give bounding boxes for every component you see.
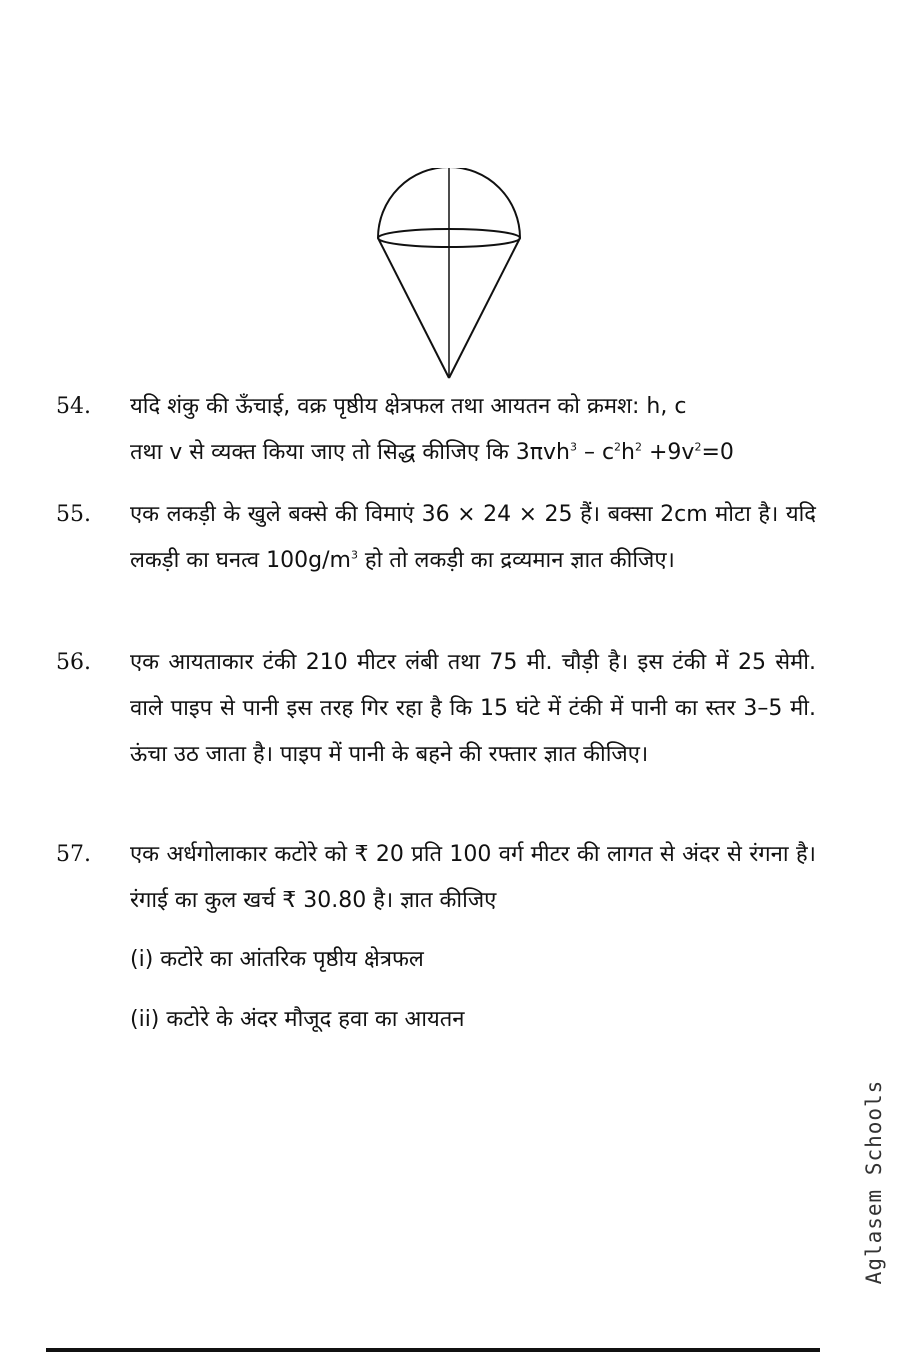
watermark: Aglasem Schools [862, 1079, 886, 1285]
question-text: एक अर्धगोलाकार कटोरे को ₹ 20 प्रति 100 वर्ग मीटर की लागत से अंदर से रंगना है। रंगाई का कुल खर्च ₹ 30.80 है। ज्ञात कीजिए [130, 842, 816, 913]
question-57 [56, 832, 816, 924]
subpart-i: (i) कटोरे का आंतरिक पृष्ठीय क्षेत्रफल [130, 947, 424, 972]
question-56 [56, 640, 816, 778]
question-line: यदि शंकु की ऊँचाई, वक्र पृष्ठीय क्षेत्रफल तथा आयतन को क्रमश: h, c [130, 394, 687, 419]
bottom-rule [46, 1348, 820, 1352]
question-number: 55. [56, 502, 91, 527]
question-number: 56. [56, 650, 91, 675]
cone-left-edge [378, 238, 449, 378]
hemisphere-on-cone-figure [372, 168, 526, 382]
question-text: एक लकड़ी के खुले बक्से की विमाएं 36 × 24 × 25 हैं। बक्सा 2cm मोटा है। यदि लकड़ी का घनत्व $100g/m^3$ हो तो लकड़ी का द्रव्यमान ज्ञात कीजिए। [130, 502, 816, 573]
question-number: 54. [56, 394, 91, 419]
question-54 [56, 384, 816, 476]
question-55 [56, 492, 816, 584]
question-text: एक आयताकार टंकी 210 मीटर लंबी तथा 75 मी. चौड़ी है। इस टंकी में 25 सेमी. वाले पाइप से पानी इस तरह गिर रहा है कि 15 घंटे में टंकी में पानी का स्तर 3–5 मी. ऊंचा उठ जाता है। पाइप में पानी के बहने की रफ्तार ज्ञात कीजिए। [130, 650, 816, 767]
question-number: 57. [56, 842, 91, 867]
question-text [130, 384, 816, 476]
cone-right-edge [449, 238, 520, 378]
subpart-ii: (ii) कटोरे के अंदर मौजूद हवा का आयतन [130, 1007, 465, 1032]
question-line: तथा v से व्यक्त किया जाए तो सिद्ध कीजिए कि $3\pi vh^3 - c^2h^2 +9v^2=0$ [130, 440, 734, 465]
